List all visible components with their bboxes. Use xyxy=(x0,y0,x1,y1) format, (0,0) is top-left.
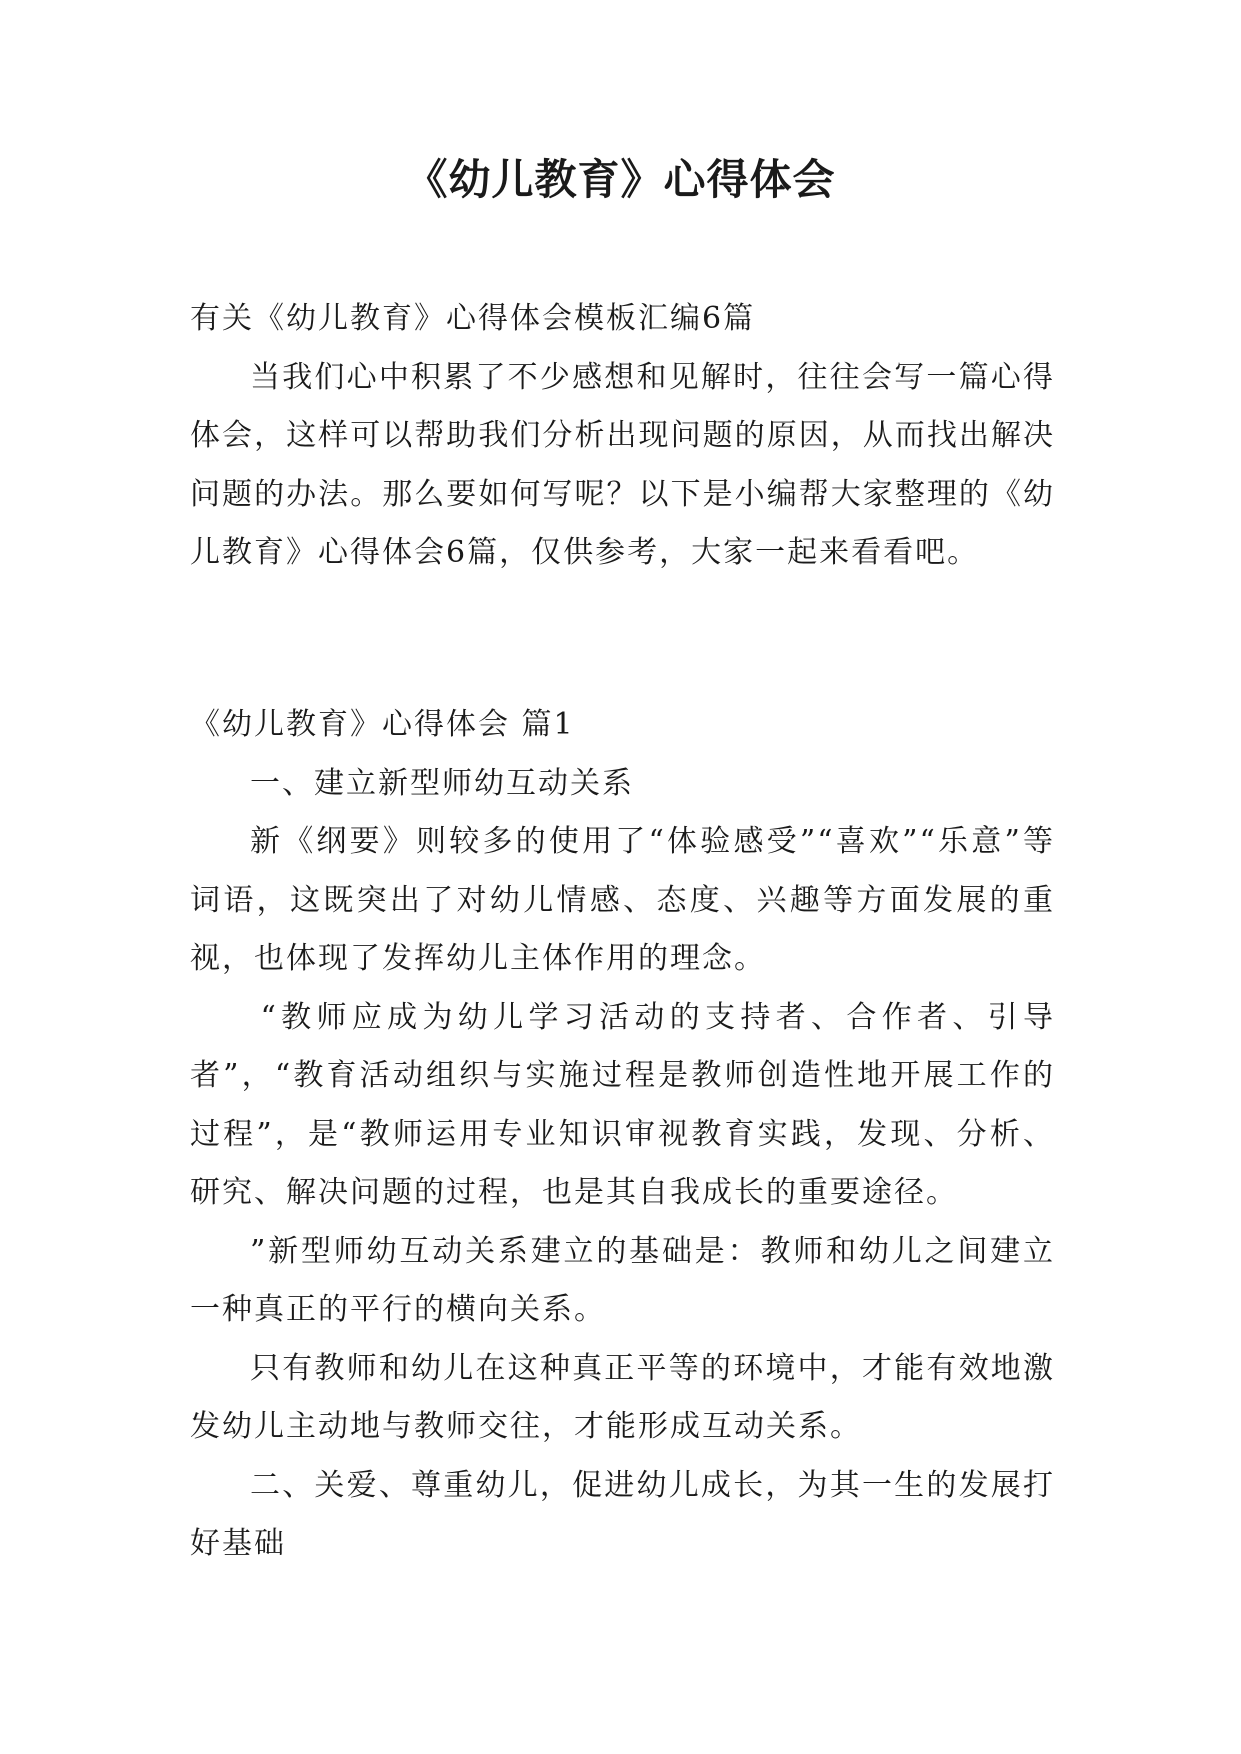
section-subheading: 一、建立新型师幼互动关系 xyxy=(250,765,634,801)
section-heading: 《幼儿教育》心得体会 篇1 xyxy=(190,707,575,742)
section-1 xyxy=(190,696,1055,1574)
intro-heading: 有关《幼儿教育》心得体会模板汇编6篇 xyxy=(190,301,756,336)
document-title: 《幼儿教育》心得体会 xyxy=(405,155,836,204)
section-subheading: 二、关爱、尊重幼儿，促进幼儿成长，为其一生的发展打好基础 xyxy=(190,1467,1055,1561)
body-paragraph: 只有教师和幼儿在这种真正平等的环境中，才能有效地激发幼儿主动地与教师交往，才能形成互动关系。 xyxy=(190,1350,1055,1444)
body-paragraph: ”新型师幼互动关系建立的基础是：教师和幼儿之间建立一种真正的平行的横向关系。 xyxy=(190,1233,1055,1327)
intro-paragraph: 当我们心中积累了不少感想和见解时，往往会写一篇心得体会，这样可以帮助我们分析出现问题的原因，从而找出解决问题的办法。那么要如何写呢？以下是小编帮大家整理的《幼儿教育》心得体会6篇，仅供参考，大家一起来看看吧。 xyxy=(190,359,1055,570)
intro-block xyxy=(190,290,1055,583)
body-paragraph: 新《纲要》则较多的使用了“体验感受”“喜欢”“乐意”等词语，这既突出了对幼儿情感、态度、兴趣等方面发展的重视，也体现了发挥幼儿主体作用的理念。 xyxy=(190,824,1055,976)
body-paragraph: “教师应成为幼儿学习活动的支持者、合作者、引导者”，“教育活动组织与实施过程是教师创造性地开展工作的过程”，是“教师运用专业知识审视教育实践，发现、分析、研究、解决问题的过程，也是其自我成长的重要途径。 xyxy=(190,999,1055,1210)
